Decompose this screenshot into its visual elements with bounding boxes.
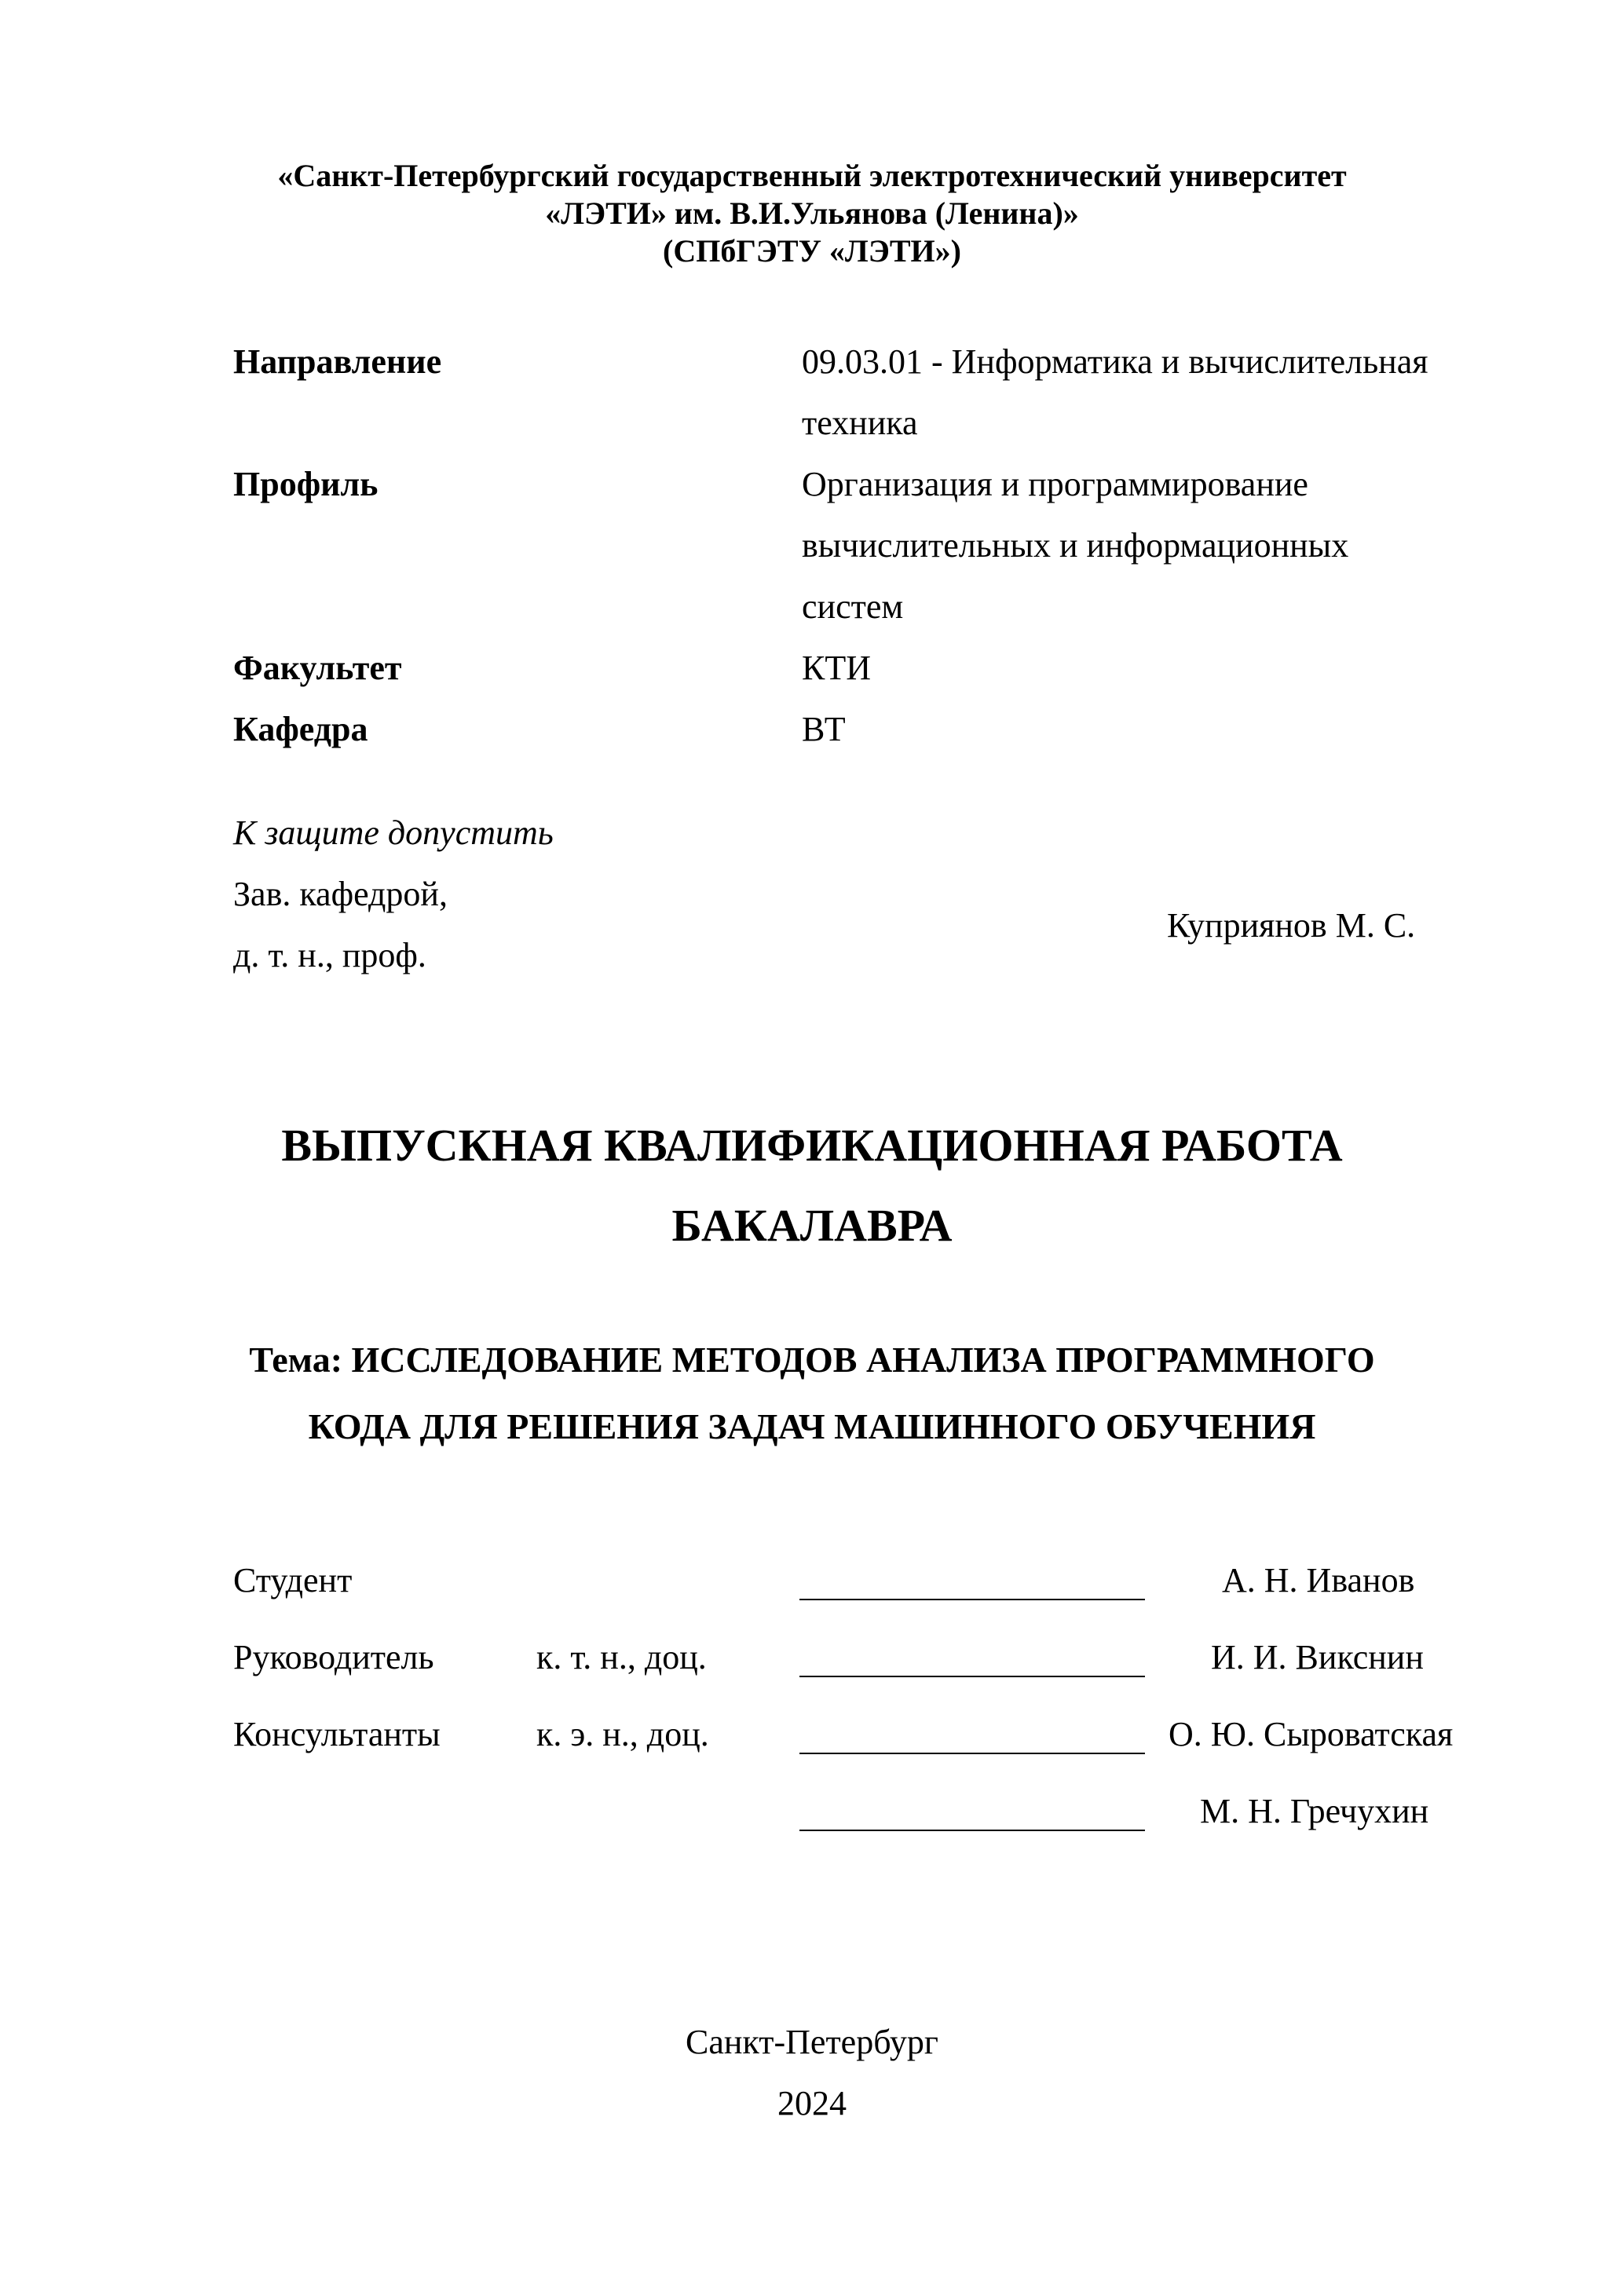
signature-name-student: А. Н. Иванов (1222, 1561, 1415, 1600)
footer-year: 2024 (777, 2084, 847, 2122)
approval-position-line2: д. т. н., проф. (233, 936, 426, 974)
work-title-line1: ВЫПУСКНАЯ КВАЛИФИКАЦИОННАЯ РАБОТА (281, 1120, 1343, 1171)
signature-name-supervisor: И. И. Викснин (1211, 1638, 1424, 1676)
signature-line-student (799, 1599, 1145, 1600)
field-value-profile-line2: вычислительных и информационных (802, 526, 1349, 565)
approval-head-name: Куприянов М. С. (1167, 906, 1416, 945)
signature-degree-supervisor: к. т. н., доц. (536, 1638, 707, 1676)
university-name-line2: «ЛЭТИ» им. В.И.Ульянова (Ленина)» (545, 196, 1079, 231)
signature-line-consultant2 (799, 1830, 1145, 1831)
field-label-department: Кафедра (233, 710, 368, 748)
university-abbreviation: (СПбГЭТУ «ЛЭТИ») (663, 233, 961, 269)
field-value-faculty: КТИ (802, 649, 871, 687)
signature-line-supervisor (799, 1676, 1145, 1677)
field-label-faculty: Факультет (233, 649, 402, 687)
signature-line-consultant1 (799, 1753, 1145, 1754)
signature-name-consultant1: О. Ю. Сыроватская (1169, 1715, 1454, 1753)
approval-position-line1: Зав. кафедрой, (233, 875, 448, 913)
field-value-profile-line3: систем (802, 587, 904, 626)
signature-role-consultants: Консультанты (233, 1715, 441, 1753)
topic-line1: Тема: ИССЛЕДОВАНИЕ МЕТОДОВ АНАЛИЗА ПРОГРАММНОГО (249, 1340, 1375, 1380)
field-value-profile-line1: Организация и программирование (802, 465, 1308, 503)
field-value-department: ВТ (802, 710, 846, 748)
signature-role-supervisor: Руководитель (233, 1638, 434, 1676)
approval-heading: К защите допустить (233, 813, 554, 852)
field-value-direction-line2: техника (802, 404, 918, 442)
topic-line2: КОДА ДЛЯ РЕШЕНИЯ ЗАДАЧ МАШИННОГО ОБУЧЕНИЯ (308, 1406, 1316, 1446)
field-label-profile: Профиль (233, 465, 379, 503)
signature-role-student: Студент (233, 1561, 353, 1600)
field-value-direction-line1: 09.03.01 - Информатика и вычислительная (802, 342, 1428, 381)
university-name-line1: «Санкт-Петербургский государственный электротехнический университет (277, 158, 1347, 193)
work-title-line2: БАКАЛАВРА (671, 1200, 953, 1251)
signature-degree-consultant1: к. э. н., доц. (536, 1715, 709, 1753)
signature-name-consultant2: М. Н. Гречухин (1200, 1792, 1429, 1830)
field-label-direction: Направление (233, 342, 442, 381)
footer-city: Санкт-Петербург (686, 2023, 938, 2061)
